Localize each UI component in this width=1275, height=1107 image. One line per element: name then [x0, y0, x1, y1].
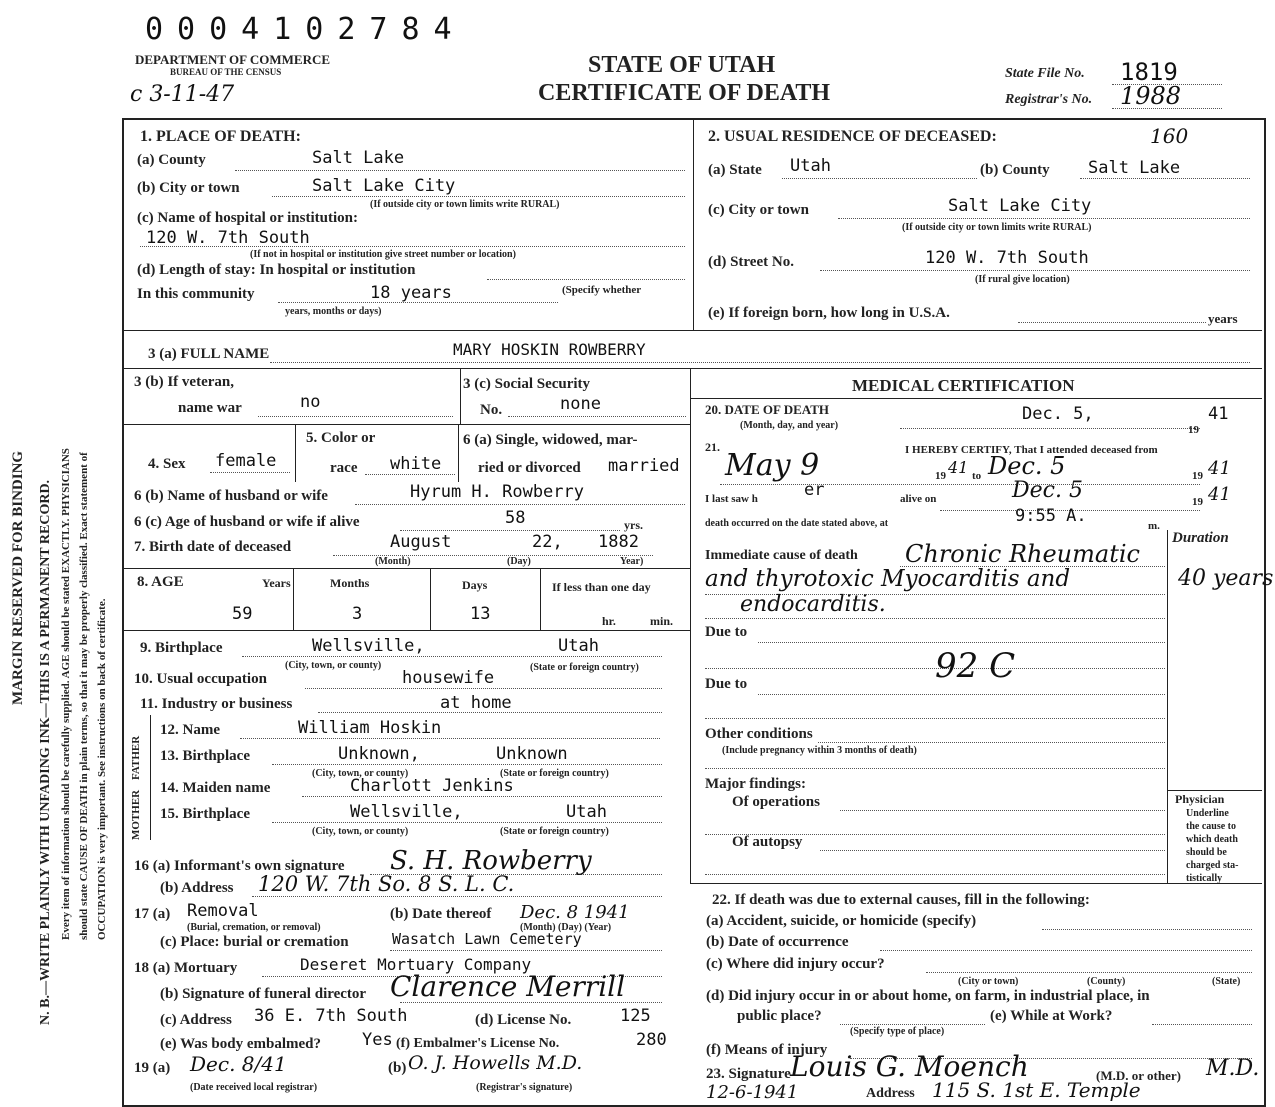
place-of-death-title: 1. PLACE OF DEATH:	[140, 128, 301, 145]
margin-instruction-3: OCCUPATION is very important. See instructions on back of certificate.	[96, 598, 108, 940]
received-label: 19 (a)	[134, 1060, 171, 1076]
margin-instruction-1: Every item of information should be carefully supplied. AGE should be stated EXACTLY. PHYSICIANS	[60, 448, 72, 940]
father-name: William Hoskin	[298, 718, 442, 738]
color-label: 5. Color or	[306, 430, 376, 446]
removal-caption: (Burial, cremation, or removal)	[187, 922, 321, 933]
received-caption: (Date received local registrar)	[190, 1082, 318, 1093]
physician-note-6: tistically	[1186, 873, 1223, 884]
days-caption: Days	[462, 578, 488, 592]
bureau-label: BUREAU OF THE CENSUS	[170, 67, 282, 77]
hospital-name: 120 W. 7th South	[146, 228, 310, 248]
cert-number: 21.	[705, 440, 720, 454]
attended-to: Dec. 5	[988, 452, 1066, 480]
hospital-label: (c) Name of hospital or institution:	[137, 210, 358, 226]
hr-caption: hr.	[602, 614, 616, 628]
alive-19: 19	[1192, 496, 1203, 508]
other-conditions-label: Other conditions	[705, 726, 813, 742]
from-19: 19	[935, 470, 946, 482]
occurred-label: death occurred on the date stated above, at	[705, 518, 889, 529]
months-caption: Months	[330, 576, 370, 590]
alive-year: 41	[1208, 484, 1231, 505]
due-to-1: Due to	[705, 624, 748, 640]
city-label: (b) City or town	[137, 180, 240, 196]
age-label: 8. AGE	[137, 574, 184, 590]
mother-state-caption: (State or foreign country)	[500, 826, 609, 837]
last-saw-label: I last saw h	[705, 493, 758, 505]
due-to-2: Due to	[705, 676, 748, 692]
full-name: MARY HOSKIN ROWBERRY	[453, 340, 646, 359]
physician-signature-label: 23. Signature	[706, 1066, 791, 1082]
birth-month: August	[390, 532, 452, 552]
father-state-caption: (State or foreign country)	[500, 768, 609, 779]
cause-line-1: Chronic Rheumatic	[905, 540, 1140, 568]
state-title: STATE OF UTAH	[588, 52, 776, 78]
mother-birthplace-label: 15. Birthplace	[160, 806, 250, 822]
registrar-number: 1988	[1120, 82, 1182, 110]
foreign-years-label: years	[1208, 311, 1238, 326]
cert-text: I HEREBY CERTIFY, That I attended deceased from	[905, 444, 1158, 456]
physician-signature: Louis G. Moench	[790, 1050, 1029, 1083]
alive-on-date: Dec. 5	[1012, 478, 1083, 503]
residence-number: 160	[1150, 124, 1189, 148]
residence-county-label: (b) County	[980, 162, 1050, 178]
ext-city-caption: (City or town)	[958, 976, 1019, 987]
spouse-age: 58	[505, 508, 526, 528]
external-b: (b) Date of occurrence	[706, 934, 849, 950]
age-years: 59	[232, 604, 253, 624]
birth-date-label: 7. Birth date of deceased	[134, 539, 292, 555]
informant-address: 120 W. 7th So. 8 S. L. C.	[258, 872, 515, 896]
from-year: 41	[948, 458, 969, 477]
birthplace-city-caption: (City, town, or county)	[285, 660, 382, 671]
mother-maiden-name: Charlott Jenkins	[350, 776, 514, 796]
mother-city-caption: (City, town, or county)	[312, 826, 409, 837]
registrar-caption: (Registrar's signature)	[476, 1082, 573, 1093]
of-autopsy-label: Of autopsy	[732, 834, 803, 850]
registrar-sig-label: (b)	[388, 1060, 407, 1076]
external-c: (c) Where did injury occur?	[706, 956, 885, 972]
physician-address-label: Address	[866, 1086, 915, 1101]
burial-place-label: (c) Place: burial or cremation	[160, 934, 349, 950]
mortuary-address-label: (c) Address	[160, 1012, 232, 1028]
father-city-caption: (City, town, or county)	[312, 768, 409, 779]
date-received: Dec. 8/41	[190, 1052, 287, 1076]
year-caption: Year)	[620, 556, 644, 567]
community-label: In this community	[137, 286, 255, 302]
attended-from: May 9	[725, 448, 820, 483]
date-of-death-caption: (Month, day, and year)	[740, 420, 839, 431]
dod-year: 41	[1208, 404, 1229, 424]
spouse-name-label: 6 (b) Name of husband or wife	[134, 488, 328, 504]
mother-tag: MOTHER	[130, 789, 142, 840]
time-of-death: 9:55 A.	[1015, 506, 1087, 526]
social-security-value: none	[560, 394, 601, 414]
residence-state-label: (a) State	[708, 162, 762, 178]
certificate-title: CERTIFICATE OF DEATH	[538, 80, 831, 106]
sex-label: 4. Sex	[148, 456, 186, 472]
father-birthplace-state: Unknown	[496, 744, 568, 764]
hospital-note: (If not in hospital or institution give street number or location)	[250, 249, 516, 260]
mortuary-label: 18 (a) Mortuary	[134, 960, 238, 976]
industry: at home	[440, 693, 512, 713]
immediate-cause-label: Immediate cause of death	[705, 548, 858, 563]
father-tag: FATHER	[130, 735, 142, 780]
mother-birthplace-city: Wellsville,	[350, 802, 463, 822]
major-findings-label: Major findings:	[705, 776, 806, 792]
registrar-label: Registrar's No.	[1005, 92, 1093, 107]
margin-binding-note: MARGIN RESERVED FOR BINDING	[10, 450, 26, 705]
cause-line-3: endocarditis.	[740, 592, 886, 617]
birth-year: 1882	[598, 532, 639, 552]
physician-note-3: which death	[1186, 834, 1238, 845]
funeral-director-label: (b) Signature of funeral director	[160, 986, 367, 1002]
specify-note-2: years, months or days)	[285, 306, 382, 317]
mortuary-address: 36 E. 7th South	[254, 1006, 408, 1026]
birthplace-state-caption: (State or foreign country)	[530, 662, 639, 673]
state-file-label: State File No.	[1005, 66, 1085, 81]
informant-address-label: (b) Address	[160, 880, 234, 896]
less-than-day-caption: If less than one day	[552, 580, 651, 594]
age-months: 3	[352, 604, 363, 624]
residence-city-note: (If outside city or town limits write RURAL)	[902, 222, 1092, 233]
residence-city-label: (c) City or town	[708, 202, 809, 218]
embalmer-license: 280	[636, 1030, 667, 1050]
age-days: 13	[470, 604, 491, 624]
dod-19: 19	[1188, 424, 1199, 436]
to-label: to	[972, 470, 982, 482]
department-label: DEPARTMENT OF COMMERCE	[135, 52, 331, 67]
cause-code: 92 C	[935, 646, 1016, 686]
margin-instruction-2: should state CAUSE OF DEATH in plain terms, so that it may be properly classified. Exact statement of	[78, 452, 90, 940]
removal-value: Removal	[187, 901, 259, 921]
birthplace-state: Utah	[558, 636, 599, 656]
mortuary: Deseret Mortuary Company	[300, 955, 532, 974]
other-conditions-caption: (Include pregnancy within 3 months of death)	[722, 745, 917, 756]
community-stay: 18 years	[370, 283, 452, 303]
registrar-signature: O. J. Howells M.D.	[408, 1052, 583, 1074]
physician-note-1: Underline	[1186, 808, 1229, 819]
embalmer-license-label: (f) Embalmer's License No.	[396, 1036, 560, 1051]
father-name-label: 12. Name	[160, 722, 220, 738]
of-operations-label: Of operations	[732, 794, 820, 810]
county-label: (a) County	[137, 152, 206, 168]
license-number: 125	[620, 1006, 651, 1026]
residence-state: Utah	[790, 156, 831, 176]
funeral-director-signature: Clarence Merrill	[390, 970, 626, 1003]
date-of-death: Dec. 5,	[1022, 404, 1094, 424]
date-of-death-label: 20. DATE OF DEATH	[705, 402, 829, 417]
full-name-label: 3 (a) FULL NAME	[148, 346, 270, 362]
marital-label: 6 (a) Single, widowed, mar-	[463, 432, 638, 448]
time-m: m.	[1148, 520, 1160, 532]
father-birthplace-city: Unknown,	[338, 744, 420, 764]
race-value: white	[390, 454, 442, 474]
name-war-label: name war	[178, 400, 242, 416]
ext-state-caption: (State)	[1212, 976, 1241, 987]
burial-place: Wasatch Lawn Cemetery	[392, 930, 582, 948]
city-note: (If outside city or town limits write RURAL)	[370, 199, 560, 210]
to-19: 19	[1192, 470, 1203, 482]
min-caption: min.	[650, 614, 674, 628]
race-label: race	[330, 460, 358, 476]
marital-label-2: ried or divorced	[478, 460, 581, 476]
to-year: 41	[1208, 458, 1231, 479]
informant-signature: S. H. Rowberry	[390, 846, 592, 876]
removal-date: Dec. 8 1941	[520, 902, 630, 923]
removal-label: 17 (a)	[134, 906, 171, 922]
md-caption: (M.D. or other)	[1096, 1068, 1181, 1083]
death-city: Salt Lake City	[312, 176, 456, 196]
residence-street: 120 W. 7th South	[925, 248, 1089, 268]
usual-residence-title: 2. USUAL RESIDENCE OF DECEASED:	[708, 128, 997, 145]
external-e: (e) While at Work?	[990, 1008, 1113, 1024]
years-caption: Years	[262, 576, 291, 590]
physician-note-2: the cause to	[1186, 821, 1236, 832]
industry-label: 11. Industry or business	[140, 696, 293, 712]
spouse-name: Hyrum H. Rowberry	[410, 482, 584, 502]
state-file-number: 1819	[1120, 58, 1178, 86]
residence-county: Salt Lake	[1088, 158, 1181, 178]
mother-birthplace-state: Utah	[566, 802, 607, 822]
embalmed-value: Yes	[362, 1030, 393, 1050]
physician-address: 115 S. 1st E. Temple	[932, 1078, 1141, 1102]
yrs-label: yrs.	[624, 518, 643, 532]
ss-no-label: No.	[480, 402, 503, 418]
ext-county-caption: (County)	[1087, 976, 1126, 987]
last-saw-her: er	[804, 480, 825, 500]
father-birthplace-label: 13. Birthplace	[160, 748, 250, 764]
birthplace-city: Wellsville,	[312, 636, 425, 656]
veteran-label: 3 (b) If veteran,	[134, 374, 234, 390]
month-caption: (Month)	[375, 556, 411, 567]
informant-label: 16 (a) Informant's own signature	[134, 858, 345, 874]
death-county: Salt Lake	[312, 148, 405, 168]
physician-note-5: charged sta-	[1186, 860, 1239, 871]
physician-title: Physician	[1175, 792, 1225, 806]
signature-date: 12-6-1941	[706, 1082, 799, 1103]
spouse-age-label: 6 (c) Age of husband or wife if alive	[134, 514, 360, 530]
social-security-label: 3 (c) Social Security	[463, 376, 591, 392]
birthplace-label: 9. Birthplace	[140, 640, 223, 656]
medical-cert-title: MEDICAL CERTIFICATION	[852, 376, 1075, 395]
day-caption: (Day)	[507, 556, 531, 567]
embalmed-label: (e) Was body embalmed?	[160, 1036, 321, 1052]
margin-ink-note: N. B.—WRITE PLAINLY WITH UNFADING INK—THIS IS A PERMANENT RECORD.	[38, 479, 53, 1025]
birth-day: 22,	[532, 532, 563, 552]
md-handwritten: M.D.	[1206, 1056, 1260, 1081]
external-d2: public place?	[737, 1008, 822, 1024]
sex-value: female	[215, 451, 277, 471]
residence-city: Salt Lake City	[948, 196, 1092, 216]
street-label: (d) Street No.	[708, 254, 794, 270]
external-f: (f) Means of injury	[706, 1042, 828, 1058]
serial-number: 0004102784	[145, 12, 466, 47]
occupation-label: 10. Usual occupation	[134, 671, 267, 687]
specify-note: (Specify whether	[562, 284, 642, 296]
duration-label: Duration	[1172, 530, 1229, 546]
alive-on-label: alive on	[900, 493, 937, 505]
license-label: (d) License No.	[475, 1012, 572, 1028]
removal-date-label: (b) Date thereof	[390, 906, 492, 922]
external-a: (a) Accident, suicide, or homicide (specify)	[706, 913, 977, 929]
stay-label: (d) Length of stay: In hospital or institution	[137, 262, 416, 278]
ext-place-caption: (Specify type of place)	[850, 1026, 945, 1037]
external-causes-title: 22. If death was due to external causes, fill in the following:	[712, 892, 1090, 908]
street-note: (If rural give location)	[975, 274, 1070, 285]
removal-date-caption: (Month) (Day) (Year)	[520, 922, 612, 933]
cause-line-2: and thyrotoxic Myocarditis and	[705, 566, 1071, 592]
veteran-value: no	[300, 392, 321, 412]
occupation: housewife	[402, 668, 495, 688]
foreign-born-label: (e) If foreign born, how long in U.S.A.	[708, 305, 950, 321]
physician-note-4: should be	[1186, 847, 1227, 858]
external-d: (d) Did injury occur in or about home, on farm, in industrial place, in	[706, 988, 1150, 1004]
marital-value: married	[608, 456, 680, 476]
cause-duration: 40 years	[1178, 566, 1274, 591]
mother-maiden-label: 14. Maiden name	[160, 780, 271, 796]
handwritten-note: c 3-11-47	[130, 82, 235, 107]
